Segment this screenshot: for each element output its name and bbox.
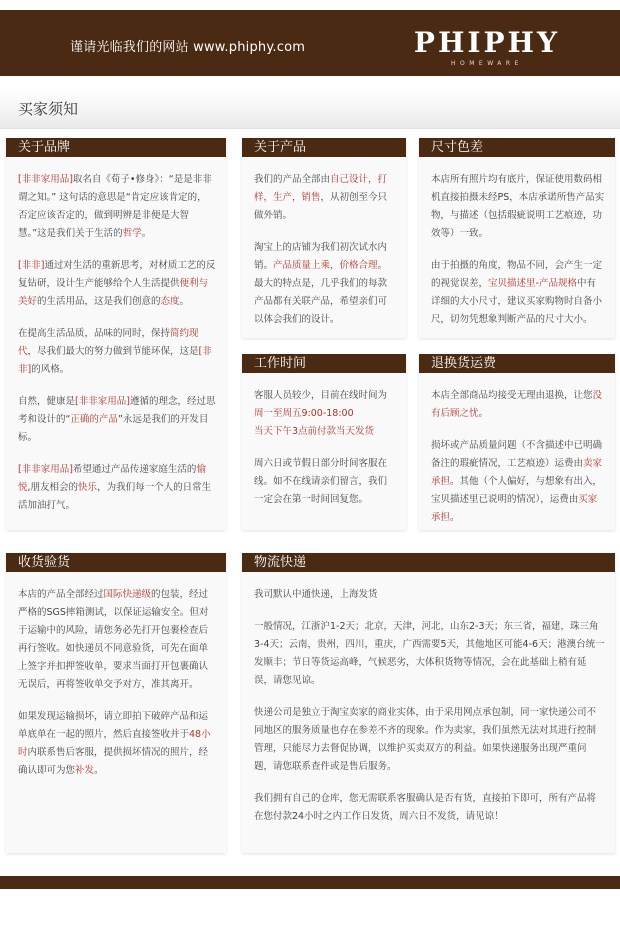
receipt-paragraph xyxy=(18,708,216,780)
hours-text: 客服人员较少，目前在线时间为 xyxy=(254,390,388,401)
size-highlight: 宝贝描述里-产品规格 xyxy=(488,278,577,289)
receipt-text: 如果发现运输损坏，请立即拍下破碎产品和运单底单在一起的照片，然后直接签收并于 xyxy=(18,711,209,740)
site-slogan: 谨请光临我们的网站 www.phiphy.com xyxy=(70,40,306,55)
section-receipt-body xyxy=(6,572,226,804)
footer-bar xyxy=(0,876,620,889)
returns-text: 损坏或产品质量问题（不含描述中已明确备注的瑕疵情况，工艺痕迹）运费由 xyxy=(431,440,603,469)
section-logistics-body xyxy=(242,572,615,850)
page-title: 买家须知 xyxy=(18,100,79,118)
product-text: ，从初创至今只做外销。 xyxy=(254,192,388,221)
brand-text: ，为我们每一个人的日常生活加油打气。 xyxy=(18,482,212,511)
brand-tag: [非非家用品] xyxy=(18,174,73,185)
product-text: 我们的产品全部由 xyxy=(254,174,331,185)
section-brand-body xyxy=(6,157,226,539)
logistics-paragraph: 快递公司是独立于淘宝卖家的商业实体，由于采用网点承包制，同一家快递公司不同地区的服务质量也存在参差不齐的现象。作为卖家，我们虽然无法对其进行控制管理，只能尽力去督促协调，以维护买卖双方的利益。如果快递服务出现严重问题，请您联系查件或是售后服务。 xyxy=(254,707,597,772)
returns-text: 。其他（个人偏好，与想象有出入，宝贝描述里已说明的情况），运费由 xyxy=(431,476,603,505)
logistics-paragraph: 一般情况，江浙沪1-2天；北京，天津，河北，山东2-3天；东三省，福建，珠三角3-4天；云南，贵州，四川，重庆，广西需要5天，其他地区可能4-6天；港澳台统一发顺丰；节日等货运高峰，气候恶劣，大体积货物等情况，会在此基础上稍有延误，请您见谅。 xyxy=(254,621,605,686)
section-logistics xyxy=(242,553,615,853)
brand-paragraph xyxy=(18,461,216,515)
brand-text: ，尽我们最大的努力做到节能环保，这是 xyxy=(27,346,199,357)
brand-text: 。 xyxy=(141,228,152,239)
brand-highlight: 快乐 xyxy=(78,482,98,493)
section-size-title: 尺寸色差 xyxy=(419,138,615,157)
section-size xyxy=(419,138,615,338)
section-receipt-title: 收货验货 xyxy=(6,553,226,572)
size-text: 由于拍摄的角度，物品不同，会产生一定的视觉误差， xyxy=(431,260,603,289)
section-size-body xyxy=(419,157,615,353)
brand-tag: [非非] xyxy=(18,346,212,375)
brand-paragraph xyxy=(18,257,216,311)
brand-paragraph xyxy=(18,393,216,447)
section-receipt xyxy=(6,553,226,853)
brand-text: 自然，健康是 xyxy=(18,396,76,407)
receipt-highlight: 国际快递级 xyxy=(103,589,152,600)
brand-text: 取名自《荀子•修身》：“是是非非谓之知。” 这句话的意思是“肯定应该肯定的，否定应该否定的，做到明辨是非便是大智慧。”这是我们关于生活的 xyxy=(18,174,212,239)
receipt-text: 的包装，经过严格的SGS摔箱测试，以保证运输安全。但对于运输中的风险，请您务必先打开包裹检查后再行签收。如快递员不同意验货，可先在面单上签字并扣押签收单，要求当面打开包裹确认无误后，再将签收单交予对方，准其离开。 xyxy=(18,589,209,690)
header-bar xyxy=(0,10,620,76)
returns-highlight: 没有后顾之忧 xyxy=(431,390,603,419)
brand-logo[interactable] xyxy=(414,28,560,67)
returns-text: 本店全部商品均接受无理由退换，让您 xyxy=(431,390,593,401)
section-hours-title: 工作时间 xyxy=(242,354,406,373)
receipt-text: 本店的产品全部经过 xyxy=(18,589,104,600)
brand-highlight: 便利与美好 xyxy=(18,278,209,307)
product-paragraph xyxy=(254,171,396,225)
section-brand xyxy=(6,138,226,530)
section-hours-body xyxy=(242,373,406,533)
brand-highlight: 态度 xyxy=(160,296,180,307)
brand-tag: [非非家用品] xyxy=(18,464,73,475)
section-product-body xyxy=(242,157,406,353)
brand-text: 在提高生活品质，品味的同时，保持 xyxy=(18,328,171,339)
brand-tag: [非非家用品] xyxy=(75,396,130,407)
brand-subtitle: HOMEWARE xyxy=(451,60,523,67)
brand-text: 希望通过产品传递家庭生活的 xyxy=(72,464,197,475)
returns-paragraph xyxy=(431,387,605,423)
returns-highlight: 买家承担 xyxy=(431,494,598,523)
returns-highlight: 卖家承担 xyxy=(431,458,603,487)
size-text: 中有详细的大小尺寸，建议买家购物时自备小尺，切勿凭想象判断产品的尺寸大小。 xyxy=(431,278,603,325)
brand-highlight: 哲学 xyxy=(122,228,142,239)
hours-paragraph xyxy=(254,387,396,441)
brand-text: 遵循的理念，经过思考和设计的“ xyxy=(18,396,216,425)
product-highlight: 产品质量上乘，价格合理 xyxy=(273,260,378,271)
size-paragraph: 本店所有照片均有底片，保证使用数码相机直接拍摄未经PS，本店承诺所售产品实物，与描述（包括瑕疵说明工艺痕迹，功效等）一致。 xyxy=(431,174,605,239)
brand-tag: [非非] xyxy=(18,260,45,271)
product-highlight: 自己设计，打样，生产，销售 xyxy=(254,174,388,203)
returns-paragraph xyxy=(431,437,605,527)
brand-text: ”永远是我们的开发目标。 xyxy=(18,414,209,443)
section-returns-body xyxy=(419,373,615,551)
logistics-paragraph: 我们拥有自己的仓库，您无需联系客服确认是否有货，直接拍下即可，所有产品将在您付款24小时之内工作日发货，周六日不发货，请见谅！ xyxy=(254,793,597,822)
product-text: 。最大的特点是，几乎我们的每款产品都有关联产品，希望亲们可以体会我们的设计。 xyxy=(254,260,388,325)
product-text: 淘宝上的店铺为我们初次试水内销。 xyxy=(254,242,388,271)
notice-band xyxy=(0,88,620,129)
section-product-title: 关于产品 xyxy=(242,138,406,157)
brand-text: ,朋友相会的 xyxy=(27,482,79,493)
returns-text: 。 xyxy=(478,408,489,419)
receipt-paragraph xyxy=(18,586,216,694)
logistics-paragraph: 我司默认中通快递，上海发货 xyxy=(254,589,378,600)
brand-paragraph xyxy=(18,171,216,243)
receipt-text: 内联系售后客服，提供损坏情况的照片，经确认即可为您 xyxy=(18,747,209,776)
brand-highlight: 正确的产品 xyxy=(70,414,118,425)
section-returns-title: 退换货运费 xyxy=(419,354,615,373)
hours-paragraph: 周六日或节假日部分时间客服在线。如不在线请亲们留言，我们一定会在第一时间回复您。 xyxy=(254,458,388,505)
brand-text: 的风格。 xyxy=(31,364,70,375)
brand-text: 的生活用品，这是我们创意的 xyxy=(37,296,161,307)
section-hours xyxy=(242,354,406,530)
brand-highlight: 愉悦 xyxy=(18,464,206,493)
section-returns xyxy=(419,354,615,530)
brand-text: 。 xyxy=(179,296,190,307)
section-logistics-title: 物流快递 xyxy=(242,553,615,572)
size-paragraph xyxy=(431,257,605,329)
receipt-highlight: 补发 xyxy=(75,765,95,776)
brand-text: 通过对生活的重新思考，对材质工艺的反复钻研，设计生产能够给个人生活提供 xyxy=(18,260,216,289)
brand-paragraph xyxy=(18,325,216,379)
brand-name: PHIPHY xyxy=(413,26,560,59)
section-product xyxy=(242,138,406,338)
brand-highlight: 简约现代 xyxy=(18,328,199,357)
section-brand-title: 关于品牌 xyxy=(6,138,226,157)
hours-highlight: 周一至周五9:00-18:00 xyxy=(254,408,354,419)
returns-text: 。 xyxy=(450,512,460,523)
receipt-highlight: 48小时 xyxy=(18,729,211,758)
receipt-text: 。 xyxy=(94,765,104,776)
product-paragraph xyxy=(254,239,396,329)
hours-highlight: 当天下午3点前付款当天发货 xyxy=(254,426,375,437)
